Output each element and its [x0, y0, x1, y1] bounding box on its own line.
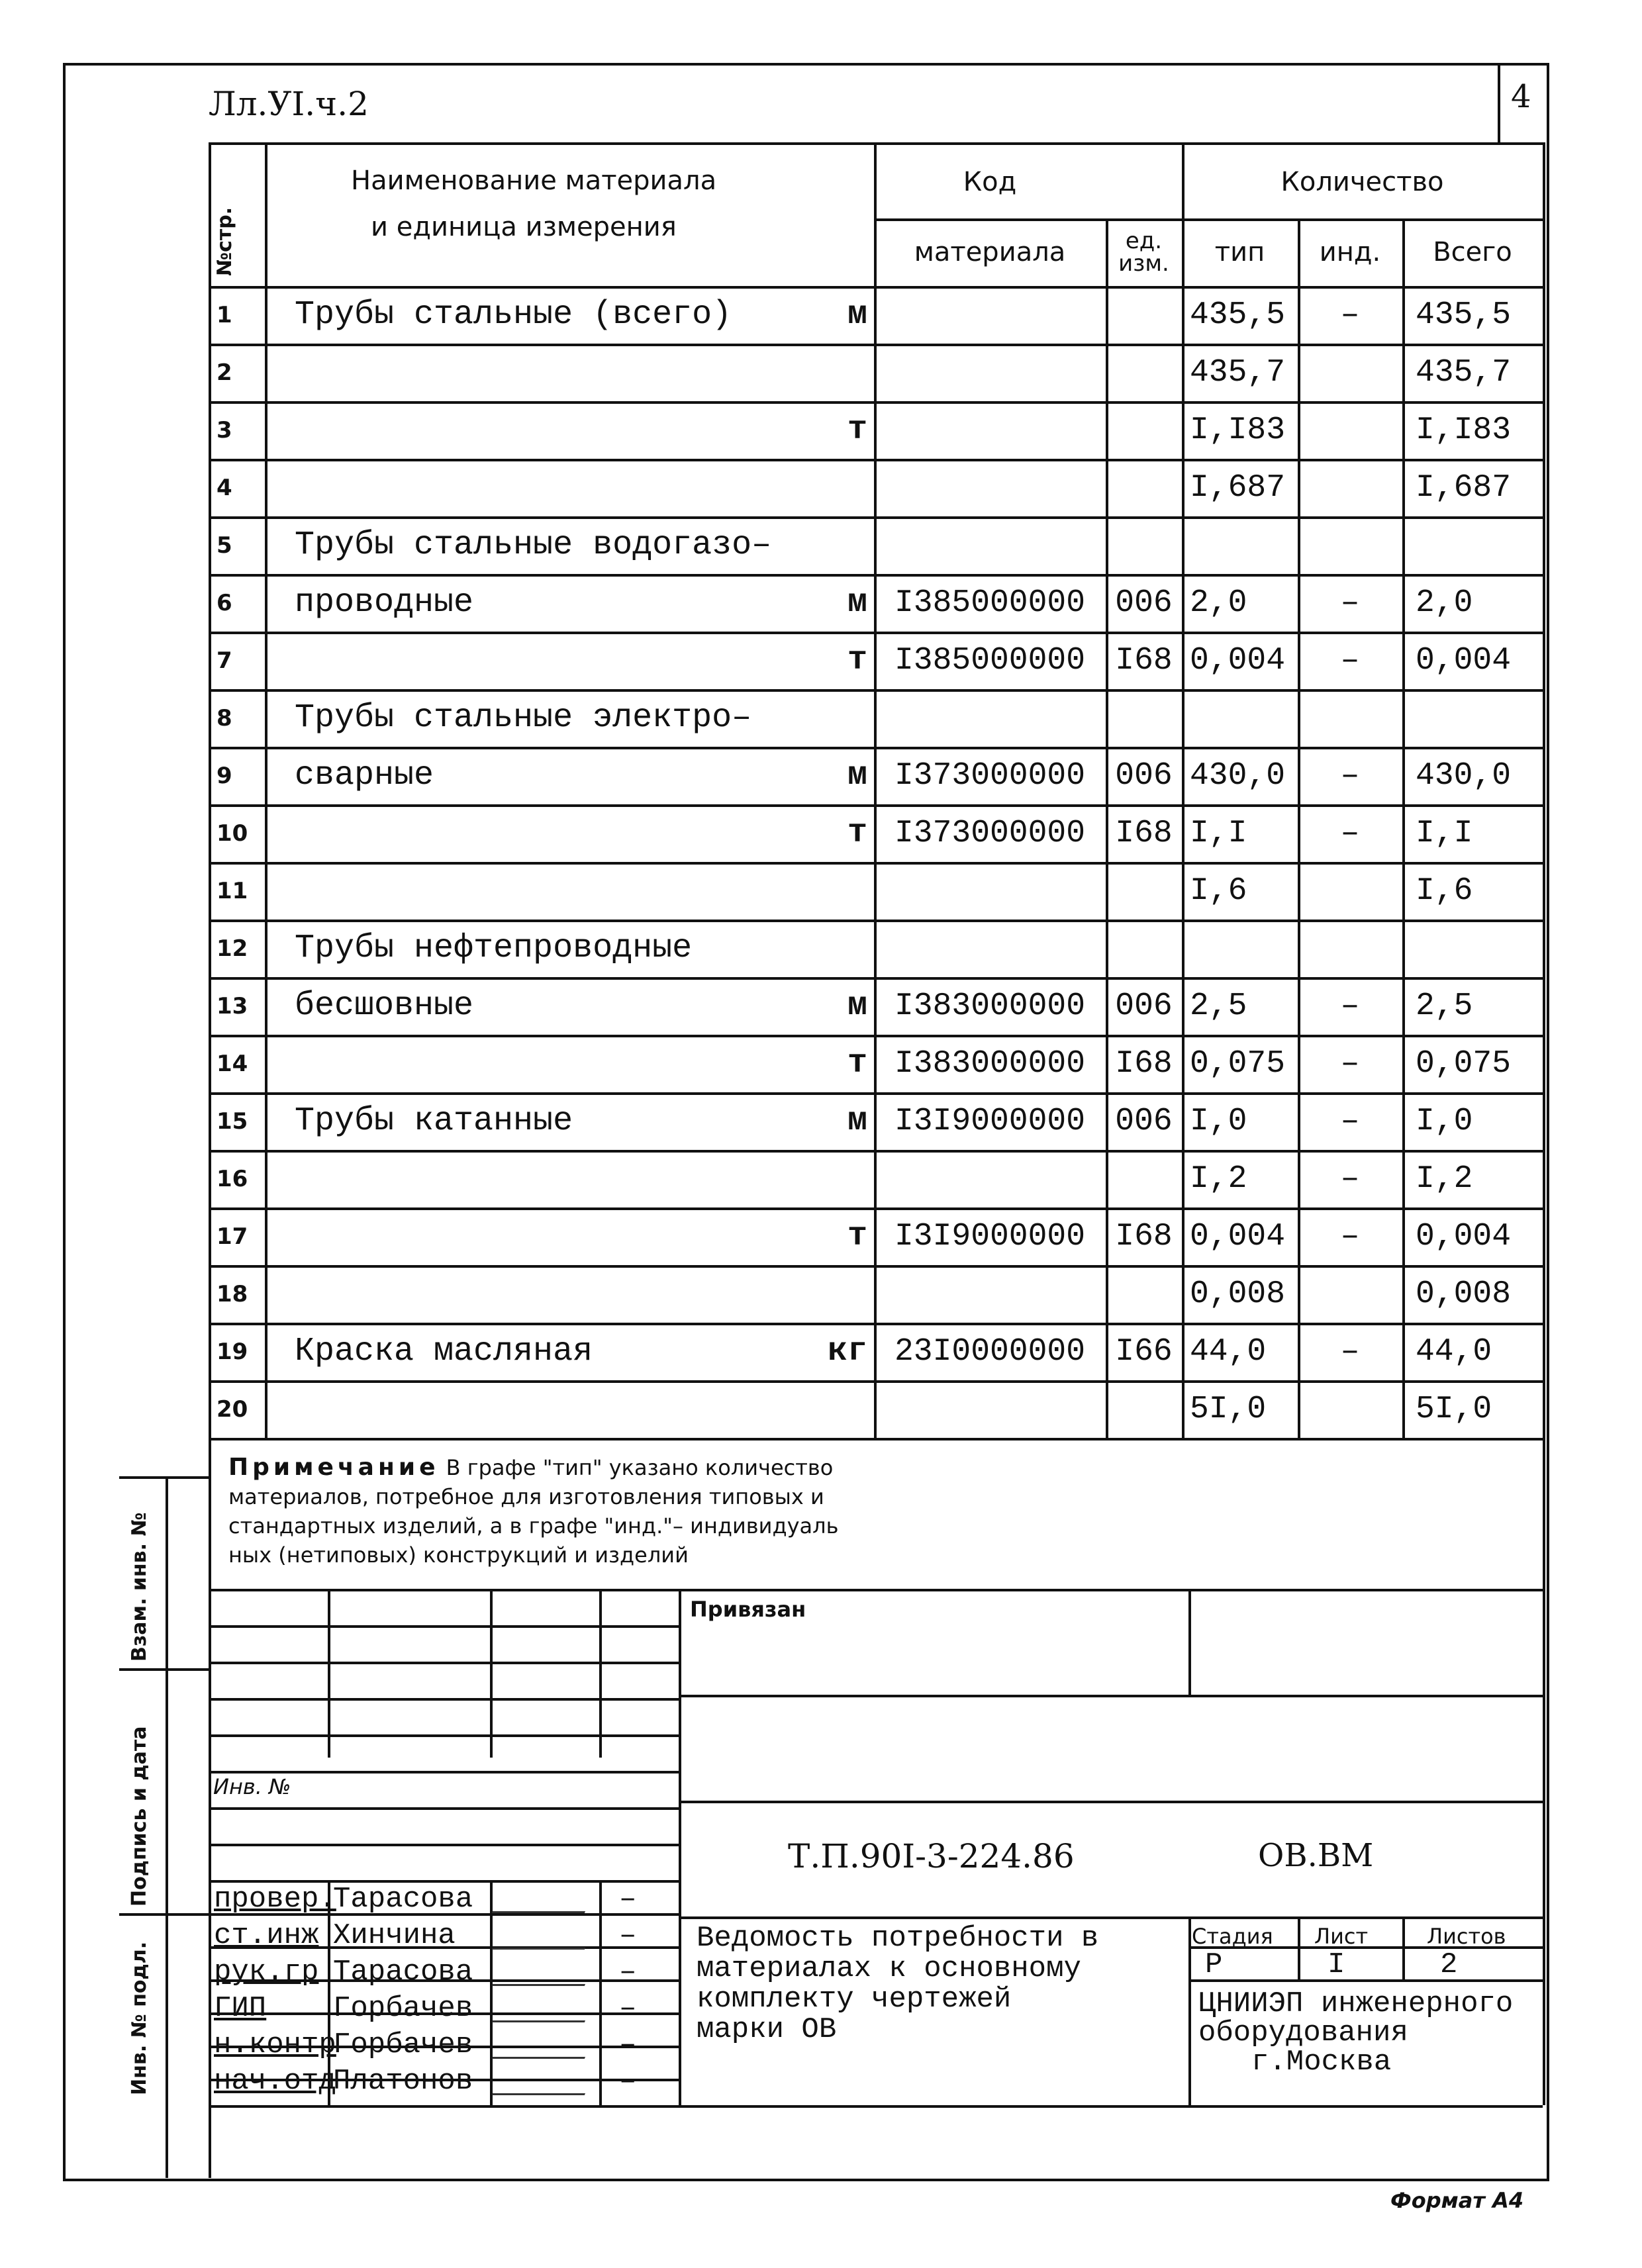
- unit: м: [847, 987, 867, 1025]
- row-number: 6: [217, 589, 232, 616]
- qty-ind: [1298, 920, 1402, 977]
- unit: м: [847, 1102, 867, 1140]
- header-qty-ind: инд.: [1319, 237, 1381, 267]
- stamp-row-line: [209, 1662, 679, 1664]
- qty-total: 435,7: [1416, 354, 1512, 391]
- material-name: Трубы нефтепроводные: [295, 929, 693, 967]
- signature-mark: [492, 1960, 594, 1986]
- qty-type: 0,004: [1190, 1218, 1286, 1254]
- page-number-divider: [1498, 63, 1500, 142]
- sheet-label: Лист: [1314, 1924, 1369, 1949]
- note-line-4: ных (нетиповых) конструкций и изделий: [228, 1542, 689, 1568]
- material-code: [874, 689, 1106, 747]
- qty-total: I,2: [1416, 1160, 1473, 1197]
- stage-label: Стадия: [1192, 1924, 1273, 1949]
- signatory-name: Горбачев: [333, 1992, 473, 2025]
- unit-code: [1106, 1150, 1182, 1207]
- material-code: [874, 344, 1106, 401]
- row-number: 2: [217, 359, 232, 386]
- qty-ind: [1298, 459, 1402, 516]
- qty-ind: [1298, 1380, 1402, 1438]
- doc-title-line-1: Ведомость потребности в: [697, 1922, 1099, 1955]
- doc-title: [697, 1923, 1098, 2045]
- qty-type: 2,0: [1190, 585, 1247, 621]
- doc-title-line-4: марки ОВ: [697, 2013, 837, 2046]
- qty-ind: –: [1340, 1218, 1360, 1254]
- signature-mark: [492, 1997, 594, 2022]
- row-number: 19: [217, 1338, 248, 1365]
- signatory-name: Тарасова: [333, 1956, 473, 1989]
- unit-code: I68: [1115, 642, 1173, 679]
- material-name: Трубы стальные водогазо–: [295, 526, 772, 564]
- side-div-2: [119, 1913, 209, 1916]
- signature-mark: [492, 2069, 594, 2095]
- row-number: 4: [217, 474, 232, 501]
- material-name: [295, 1380, 824, 1438]
- material-name: [295, 632, 824, 689]
- qty-type: 0,004: [1190, 642, 1286, 679]
- side-div-1: [119, 1668, 209, 1671]
- material-code: I385000000: [894, 585, 1086, 621]
- note-bottom: [209, 1589, 1543, 1591]
- material-code: [874, 920, 1106, 977]
- side-top: [119, 1476, 209, 1479]
- side-label-inv: Инв. № подл.: [128, 1941, 151, 2095]
- stamp-col-line: [599, 1880, 602, 2105]
- material-name: проводные: [295, 584, 474, 622]
- qty-type: I,2: [1190, 1160, 1247, 1197]
- qty-total: [1416, 689, 1541, 747]
- stamp-col-line: [328, 1589, 330, 1758]
- signatory-role: ст.инж: [214, 1919, 319, 1952]
- signature-mark: [492, 1924, 594, 1950]
- row-number: 10: [217, 820, 248, 847]
- material-name: [295, 459, 824, 516]
- material-name: Краска масляная: [295, 1333, 593, 1370]
- stage-value: Р: [1205, 1948, 1223, 1981]
- qty-type: 435,5: [1190, 297, 1286, 333]
- material-name: Трубы стальные электро–: [295, 699, 752, 737]
- qty-type: I,I83: [1190, 412, 1286, 448]
- qty-total: 2,5: [1416, 988, 1473, 1024]
- qty-ind: –: [1340, 642, 1360, 679]
- qty-ind: –: [1340, 1103, 1360, 1139]
- unit: [795, 920, 867, 977]
- qty-ind: –: [1340, 815, 1360, 851]
- unit: т: [847, 641, 867, 679]
- qty-ind: –: [1340, 1160, 1360, 1197]
- unit-code: [1106, 1380, 1182, 1438]
- qty-ind: [1298, 344, 1402, 401]
- qty-type: 5I,0: [1190, 1391, 1267, 1427]
- row-number: 5: [217, 532, 232, 559]
- unit: [795, 689, 867, 747]
- stamp-row-line: [209, 1844, 679, 1846]
- qty-type: 0,008: [1190, 1276, 1286, 1312]
- material-name: бесшовные: [295, 987, 474, 1025]
- sheet-reference: Лл.УI.ч.2: [209, 85, 369, 123]
- qty-total: 44,0: [1416, 1333, 1492, 1370]
- privyazan-label: Привязан: [690, 1597, 806, 1622]
- header-qty-type: тип: [1214, 237, 1265, 267]
- qty-total: 5I,0: [1416, 1391, 1492, 1427]
- signature-dash: –: [619, 1956, 637, 1989]
- header-code: Код: [963, 167, 1017, 197]
- stamp-line-code-bottom: [679, 1916, 1543, 1919]
- material-code: [874, 516, 1106, 574]
- unit-code: [1106, 1265, 1182, 1323]
- qty-type: [1190, 920, 1299, 977]
- unit: [795, 1380, 867, 1438]
- unit: т: [847, 1217, 867, 1255]
- stamp-col-g: [1402, 1916, 1405, 1979]
- material-code: [874, 1265, 1106, 1323]
- stamp-col-line: [599, 1589, 602, 1758]
- stamp-col-e: [1188, 1916, 1191, 2105]
- material-name: [295, 401, 824, 459]
- qty-type: 44,0: [1190, 1333, 1267, 1370]
- material-code: I3I9000000: [894, 1103, 1086, 1139]
- signature-mark: [492, 1887, 594, 1913]
- side-col-inner: [166, 1476, 168, 2178]
- unit: т: [847, 814, 867, 852]
- signature-dash: –: [619, 1883, 637, 1916]
- stamp-line-privyazan: [679, 1695, 1543, 1697]
- unit: кг: [827, 1333, 867, 1370]
- qty-type: 435,7: [1190, 354, 1286, 391]
- material-code: [874, 286, 1106, 344]
- note-title: Примечание: [228, 1454, 440, 1481]
- material-name: Трубы стальные (всего): [295, 296, 732, 334]
- signatory-name: Горбачев: [333, 2028, 473, 2061]
- stamp-row-line: [209, 1807, 679, 1810]
- unit-code: 006: [1115, 585, 1173, 621]
- side-label-podpis: Подпись и дата: [128, 1726, 151, 1907]
- material-name: [295, 1207, 824, 1265]
- qty-ind: [1298, 689, 1402, 747]
- qty-ind: –: [1340, 1333, 1360, 1370]
- qty-ind: [1298, 1265, 1402, 1323]
- header-qty-total: Всего: [1433, 237, 1512, 267]
- material-name: [295, 1150, 824, 1207]
- qty-total: 0,004: [1416, 1218, 1512, 1254]
- stamp-col-line: [490, 1880, 493, 2105]
- material-name: [295, 862, 824, 920]
- material-code: I3I9000000: [894, 1218, 1086, 1254]
- unit: [795, 459, 867, 516]
- unit-code: [1106, 344, 1182, 401]
- stamp-col-f: [1298, 1916, 1300, 1979]
- stamp-col-e-top: [1188, 1589, 1191, 1695]
- qty-ind: –: [1340, 988, 1360, 1024]
- row-number: 1: [217, 301, 232, 328]
- row-number: 9: [217, 762, 232, 789]
- unit-code: 006: [1115, 988, 1173, 1024]
- note-block: [228, 1453, 838, 1570]
- unit-code: I66: [1115, 1333, 1173, 1370]
- signature-dash: –: [619, 1919, 637, 1952]
- unit-code: [1106, 401, 1182, 459]
- unit: м: [847, 757, 867, 794]
- qty-total: 430,0: [1416, 757, 1512, 794]
- row-number: 17: [217, 1223, 248, 1250]
- qty-type: I,I: [1190, 815, 1247, 851]
- signature-dash: –: [619, 2065, 637, 2098]
- org-line-1: ЦНИИЭП инженерного: [1198, 1987, 1514, 2020]
- unit: т: [847, 1045, 867, 1082]
- doc-code: Т.П.90I-3-224.86: [788, 1837, 1075, 1875]
- material-code: I373000000: [894, 757, 1086, 794]
- unit: [795, 1265, 867, 1323]
- qty-total: I,687: [1416, 469, 1512, 506]
- material-code: I383000000: [894, 1045, 1086, 1082]
- qty-ind: [1298, 516, 1402, 574]
- sheet-value: I: [1328, 1948, 1345, 1981]
- qty-ind: –: [1340, 757, 1360, 794]
- material-code: [874, 862, 1106, 920]
- sheets-label: Листов: [1427, 1924, 1506, 1949]
- material-code: I383000000: [894, 988, 1086, 1024]
- signatory-role: нач.отд: [214, 2065, 336, 2098]
- doc-mark: ОВ.ВМ: [1258, 1837, 1374, 1874]
- material-name: сварные: [295, 757, 434, 794]
- signatory-role: н.контр: [214, 2028, 336, 2061]
- qty-type: I,6: [1190, 873, 1247, 909]
- unit-code: [1106, 920, 1182, 977]
- material-code: [874, 1380, 1106, 1438]
- qty-total: 435,5: [1416, 297, 1512, 333]
- qty-total: 0,004: [1416, 642, 1512, 679]
- signatory-name: Хинчина: [333, 1919, 456, 1952]
- organization: [1198, 1989, 1513, 2077]
- qty-type: 2,5: [1190, 988, 1247, 1024]
- col-border-right: [1543, 142, 1545, 1438]
- qty-total: 0,075: [1416, 1045, 1512, 1082]
- stamp-line-code-top: [679, 1801, 1543, 1803]
- unit-code: 006: [1115, 757, 1173, 794]
- qty-type: 430,0: [1190, 757, 1286, 794]
- material-code: [874, 1150, 1106, 1207]
- header-name-1: Наименование материала: [351, 165, 717, 196]
- unit: т: [847, 411, 867, 449]
- header-quantity: Количество: [1280, 167, 1444, 197]
- side-label-vzam: Взам. инв. №: [128, 1512, 151, 1662]
- doc-title-line-2: материалах к основному: [697, 1952, 1081, 1985]
- row-border: [209, 1438, 1543, 1441]
- qty-total: I,0: [1416, 1103, 1473, 1139]
- unit: [795, 516, 867, 574]
- signatory-name: Тарасова: [333, 1883, 473, 1916]
- material-code: 23I0000000: [894, 1333, 1086, 1370]
- unit-code: I68: [1115, 815, 1173, 851]
- qty-type: [1190, 689, 1299, 747]
- header-code-unit: ед. изм.: [1118, 228, 1169, 277]
- qty-ind: –: [1340, 297, 1360, 333]
- org-line-2: оборудования: [1198, 2016, 1408, 2050]
- header-code-material: материала: [914, 237, 1066, 267]
- stamp-col-d: [679, 1589, 681, 2105]
- material-name: [295, 1035, 824, 1092]
- stamp-row-line: [209, 1698, 679, 1701]
- signature-dash: –: [619, 2028, 637, 2061]
- org-line-3: г.Москва: [1251, 2046, 1392, 2079]
- qty-type: I,687: [1190, 469, 1286, 506]
- unit-code: [1106, 862, 1182, 920]
- material-code: [874, 401, 1106, 459]
- stamp-row-line: [209, 1771, 679, 1773]
- unit: м: [847, 296, 867, 334]
- page-number: 4: [1511, 78, 1531, 115]
- qty-type: I,0: [1190, 1103, 1247, 1139]
- unit: [795, 344, 867, 401]
- doc-title-line-3: комплекту чертежей: [697, 1983, 1012, 2016]
- stamp-row-line: [209, 1625, 679, 1628]
- qty-total: [1416, 920, 1541, 977]
- signatory-role: ГИП: [214, 1992, 267, 2025]
- note-line-3: стандартных изделий, а в графе "инд."– индивидуаль: [228, 1513, 839, 1538]
- material-name: Трубы катанные: [295, 1102, 573, 1140]
- material-name: [295, 1265, 824, 1323]
- material-code: I385000000: [894, 642, 1086, 679]
- signature-mark: [492, 2033, 594, 2059]
- material-code: [874, 459, 1106, 516]
- stamp-right: [1543, 1438, 1545, 2105]
- stamp-bottom: [209, 2105, 1543, 2108]
- qty-ind: –: [1340, 1045, 1360, 1082]
- row-number: 13: [217, 992, 248, 1019]
- note-line-2: материалов, потребное для изготовления типовых и: [228, 1484, 824, 1509]
- qty-total: I,6: [1416, 873, 1473, 909]
- unit: [795, 1150, 867, 1207]
- unit-code: [1106, 459, 1182, 516]
- sheets-value: 2: [1440, 1948, 1458, 1981]
- material-code: I373000000: [894, 815, 1086, 851]
- row-number: 15: [217, 1108, 248, 1135]
- note-line-1: В графе "тип" указано количество: [446, 1455, 834, 1480]
- row-number: 3: [217, 416, 232, 444]
- unit: м: [847, 584, 867, 622]
- row-number: 12: [217, 935, 248, 962]
- qty-total: I,I: [1416, 815, 1473, 851]
- row-number: 8: [217, 704, 232, 732]
- row-number: 7: [217, 647, 232, 674]
- unit-code: [1106, 689, 1182, 747]
- qty-total: [1416, 516, 1541, 574]
- header-row-no: №стр.: [213, 207, 236, 276]
- qty-type: [1190, 516, 1299, 574]
- row-number: 18: [217, 1280, 248, 1307]
- qty-type: 0,075: [1190, 1045, 1286, 1082]
- unit-code: [1106, 516, 1182, 574]
- row-number: 20: [217, 1395, 248, 1423]
- stamp-col-line: [490, 1589, 493, 1758]
- qty-ind: [1298, 401, 1402, 459]
- signature-dash: –: [619, 1992, 637, 2025]
- material-name: [295, 344, 824, 401]
- unit-code: 006: [1115, 1103, 1173, 1139]
- row-number: 11: [217, 877, 248, 904]
- unit-code: [1106, 286, 1182, 344]
- row-number: 14: [217, 1050, 248, 1077]
- header-name-2: и единица измерения: [371, 212, 677, 242]
- stamp-row-line: [209, 1734, 679, 1737]
- stamp-line-stage-2: [1188, 1979, 1543, 1982]
- row-number: 16: [217, 1165, 248, 1192]
- material-name: [295, 804, 824, 862]
- signatory-role: рук.гр: [214, 1956, 319, 1989]
- inv-no-label: Инв. №: [213, 1774, 291, 1799]
- unit: [795, 862, 867, 920]
- qty-total: I,I83: [1416, 412, 1512, 448]
- signatory-role: провер.: [214, 1883, 336, 1916]
- qty-ind: –: [1340, 585, 1360, 621]
- qty-ind: [1298, 862, 1402, 920]
- unit-code: I68: [1115, 1218, 1173, 1254]
- qty-total: 0,008: [1416, 1276, 1512, 1312]
- unit-code: I68: [1115, 1045, 1173, 1082]
- signatory-name: Платонов: [333, 2065, 473, 2098]
- format-label: Формат А4: [1390, 2188, 1524, 2213]
- qty-total: 2,0: [1416, 585, 1473, 621]
